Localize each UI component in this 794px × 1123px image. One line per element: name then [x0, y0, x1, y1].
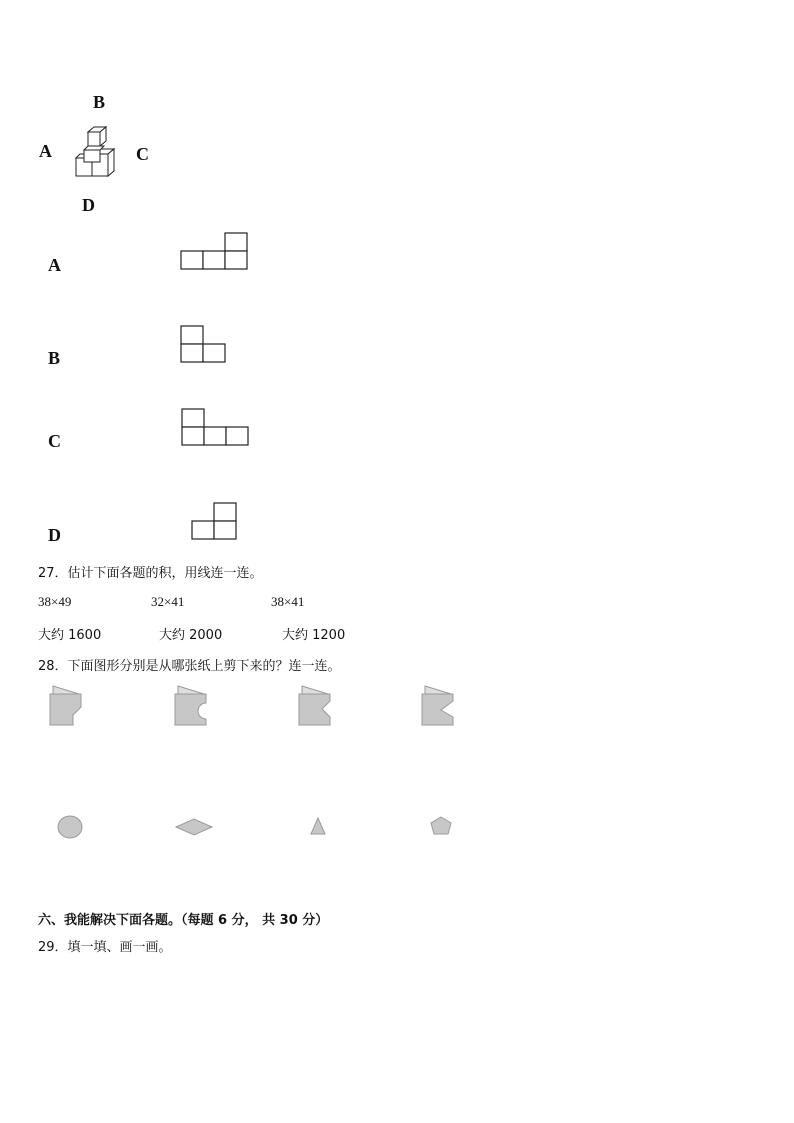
direction-label-c: C: [136, 144, 149, 164]
option-label-a: A: [48, 255, 61, 275]
q27-answer-2: 大约 2000: [159, 628, 223, 643]
option-c-figure: [181, 408, 253, 448]
option-label-d: D: [48, 525, 61, 545]
option-label-c: C: [48, 431, 61, 451]
q27-expression-1: 38×49: [38, 594, 72, 609]
direction-label-b: B: [93, 92, 106, 112]
option-a-figure: [180, 232, 250, 272]
question-28-title: 28．下面图形分别是从哪张纸上剪下来的？连一连。: [38, 659, 341, 674]
cube-stack-figure: [70, 124, 130, 184]
question-29-title: 29．填一填、画一画。: [38, 940, 172, 955]
option-b-figure: [180, 325, 230, 365]
circle-shape: [57, 815, 85, 841]
rhombus-shape: [175, 818, 215, 838]
direction-label-a: A: [39, 141, 52, 161]
option-d-figure: [191, 502, 241, 542]
q27-expression-2: 32×41: [151, 594, 185, 609]
folded-paper-1: [49, 685, 85, 729]
folded-paper-4: [421, 685, 457, 729]
q27-answer-1: 大约 1600: [38, 628, 102, 643]
q27-expression-3: 38×41: [271, 594, 305, 609]
section-6-title: 六、我能解决下面各题。（每题 6 分， 共 30 分）: [38, 913, 329, 928]
q27-answer-3: 大约 1200: [282, 628, 346, 643]
folded-paper-2: [174, 685, 210, 729]
pentagon-shape: [430, 816, 454, 838]
option-label-b: B: [48, 348, 61, 368]
triangle-shape: [310, 817, 328, 837]
question-27-title: 27．估计下面各题的积，用线连一连。: [38, 566, 263, 581]
direction-label-d: D: [82, 195, 95, 215]
folded-paper-3: [298, 685, 334, 729]
